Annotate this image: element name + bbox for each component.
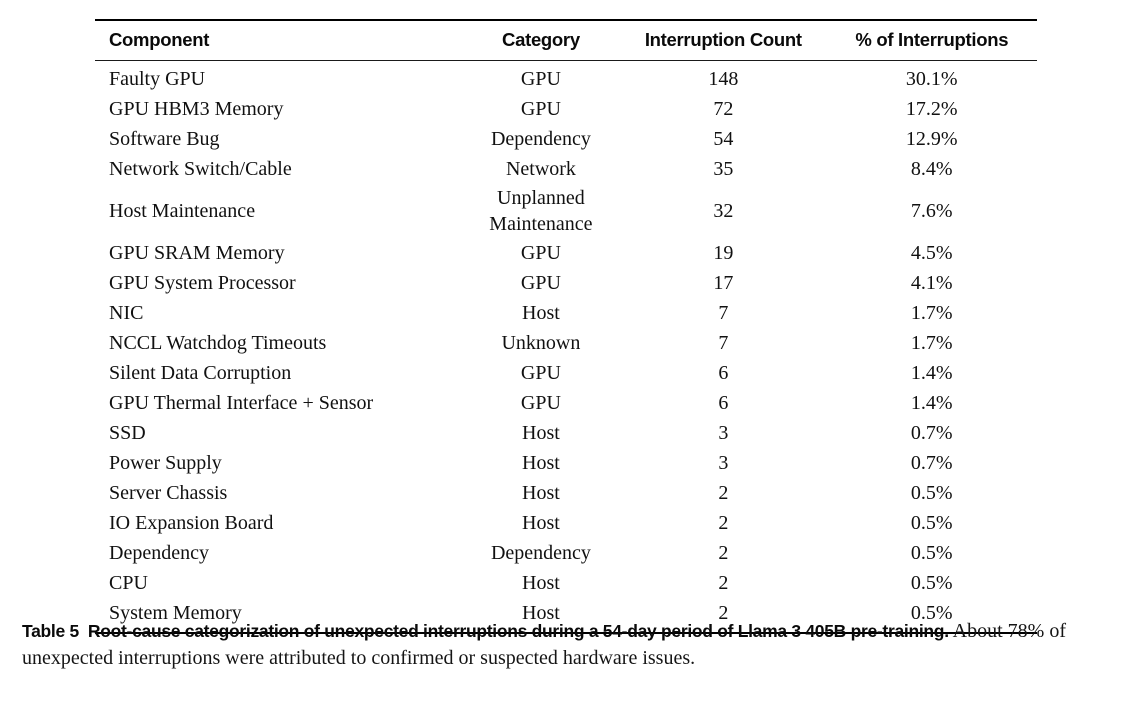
- component-cell: GPU HBM3 Memory: [109, 98, 284, 120]
- caption-bold-title: Root-cause categorization of unexpected interruptions during a 54-day period of Llama 3 405B pre-training.: [87, 621, 949, 641]
- count-cell: 7: [718, 302, 729, 324]
- table-row: [95, 298, 1037, 328]
- component-cell: NCCL Watchdog Timeouts: [109, 332, 327, 354]
- col-header-category: Category: [462, 20, 620, 61]
- component-cell: NIC: [109, 302, 144, 324]
- count-cell: 2: [718, 542, 729, 564]
- component-cell: Dependency: [109, 542, 209, 564]
- category-cell: Host: [522, 482, 560, 504]
- pct-cell: 4.5%: [910, 242, 953, 264]
- pct-cell: 7.6%: [910, 200, 953, 222]
- table-row: [95, 154, 1037, 184]
- pct-cell: 0.5%: [910, 572, 953, 594]
- component-cell: Silent Data Corruption: [109, 362, 292, 384]
- pct-cell: 1.4%: [910, 392, 953, 414]
- count-cell: 3: [718, 422, 729, 444]
- count-cell: 3: [718, 452, 729, 474]
- category-cell: GPU: [520, 242, 561, 264]
- count-cell: 2: [718, 602, 729, 624]
- component-cell: GPU System Processor: [109, 272, 296, 294]
- count-cell: 32: [713, 200, 734, 222]
- pct-cell: 1.7%: [910, 302, 953, 324]
- pct-cell: 0.5%: [910, 602, 953, 624]
- pct-cell: 8.4%: [910, 158, 953, 180]
- pct-cell: 1.7%: [910, 332, 953, 354]
- component-cell: Power Supply: [109, 452, 222, 474]
- table-row: [95, 418, 1037, 448]
- interruptions-table: [95, 19, 1037, 634]
- category-cell: Host: [522, 512, 560, 534]
- component-cell: IO Expansion Board: [109, 512, 274, 534]
- count-cell: 2: [718, 572, 729, 594]
- pct-cell: 0.7%: [910, 452, 953, 474]
- category-cell: GPU: [520, 98, 561, 120]
- component-cell: Software Bug: [109, 128, 220, 150]
- count-cell: 54: [713, 128, 734, 150]
- category-cell: Unknown: [501, 332, 581, 354]
- count-cell: 72: [713, 98, 734, 120]
- col-header-component: Component: [95, 20, 462, 61]
- count-cell: 2: [718, 482, 729, 504]
- component-cell: GPU Thermal Interface + Sensor: [109, 392, 374, 414]
- count-cell: 6: [718, 392, 729, 414]
- table-row: [95, 124, 1037, 154]
- category-cell: Host: [522, 422, 560, 444]
- table-row: [95, 238, 1037, 268]
- pct-cell: 30.1%: [905, 68, 958, 90]
- component-cell: Server Chassis: [109, 482, 228, 504]
- count-cell: 2: [718, 512, 729, 534]
- category-cell: Unplanned Maintenance: [489, 187, 593, 235]
- table-row: [95, 94, 1037, 124]
- category-cell: GPU: [520, 362, 561, 384]
- count-cell: 7: [718, 332, 729, 354]
- pct-cell: 1.4%: [910, 362, 953, 384]
- component-cell: Host Maintenance: [109, 200, 256, 222]
- pct-cell: 12.9%: [905, 128, 958, 150]
- pct-cell: 0.5%: [910, 482, 953, 504]
- table-row: [95, 478, 1037, 508]
- category-cell: Dependency: [490, 542, 591, 564]
- table-row: [95, 538, 1037, 568]
- category-cell: Host: [522, 452, 560, 474]
- col-header-pct-of-interruptions: % of Interruptions: [827, 20, 1037, 61]
- table-container: [95, 19, 1037, 634]
- pct-cell: 4.1%: [910, 272, 953, 294]
- category-cell: GPU: [520, 68, 561, 90]
- table-row: [95, 328, 1037, 358]
- count-cell: 148: [708, 68, 739, 90]
- pct-cell: 0.5%: [910, 512, 953, 534]
- table-row: [95, 388, 1037, 418]
- category-cell: Host: [522, 302, 560, 324]
- component-cell: Faulty GPU: [109, 68, 206, 90]
- table-row: [95, 508, 1037, 538]
- table-row: [95, 358, 1037, 388]
- table-row: [95, 268, 1037, 298]
- pct-cell: 0.7%: [910, 422, 953, 444]
- caption-table-number: Table 5: [22, 621, 79, 641]
- table-row: [95, 184, 1037, 238]
- count-cell: 17: [713, 272, 734, 294]
- category-cell: Dependency: [490, 128, 591, 150]
- category-cell: Host: [522, 572, 560, 594]
- component-cell: GPU SRAM Memory: [109, 242, 285, 264]
- table-row: [95, 448, 1037, 478]
- table-caption: [22, 618, 1114, 672]
- count-cell: 19: [713, 242, 734, 264]
- table-row: [95, 568, 1037, 598]
- component-cell: Network Switch/Cable: [109, 158, 292, 180]
- pct-cell: 0.5%: [910, 542, 953, 564]
- category-cell: Host: [522, 602, 560, 624]
- caption-body-text: About 78% of unexpected interruptions were attributed to confirmed or suspected hardware issues.: [22, 620, 1066, 669]
- component-cell: CPU: [109, 572, 148, 594]
- table-header-row: [95, 20, 1037, 61]
- count-cell: 6: [718, 362, 729, 384]
- category-cell: GPU: [520, 392, 561, 414]
- component-cell: System Memory: [109, 602, 242, 624]
- pct-cell: 17.2%: [905, 98, 958, 120]
- col-header-interruption-count: Interruption Count: [620, 20, 826, 61]
- category-cell: Network: [505, 158, 576, 180]
- count-cell: 35: [713, 158, 734, 180]
- category-cell: GPU: [520, 272, 561, 294]
- table-row: [95, 61, 1037, 95]
- component-cell: SSD: [109, 422, 146, 444]
